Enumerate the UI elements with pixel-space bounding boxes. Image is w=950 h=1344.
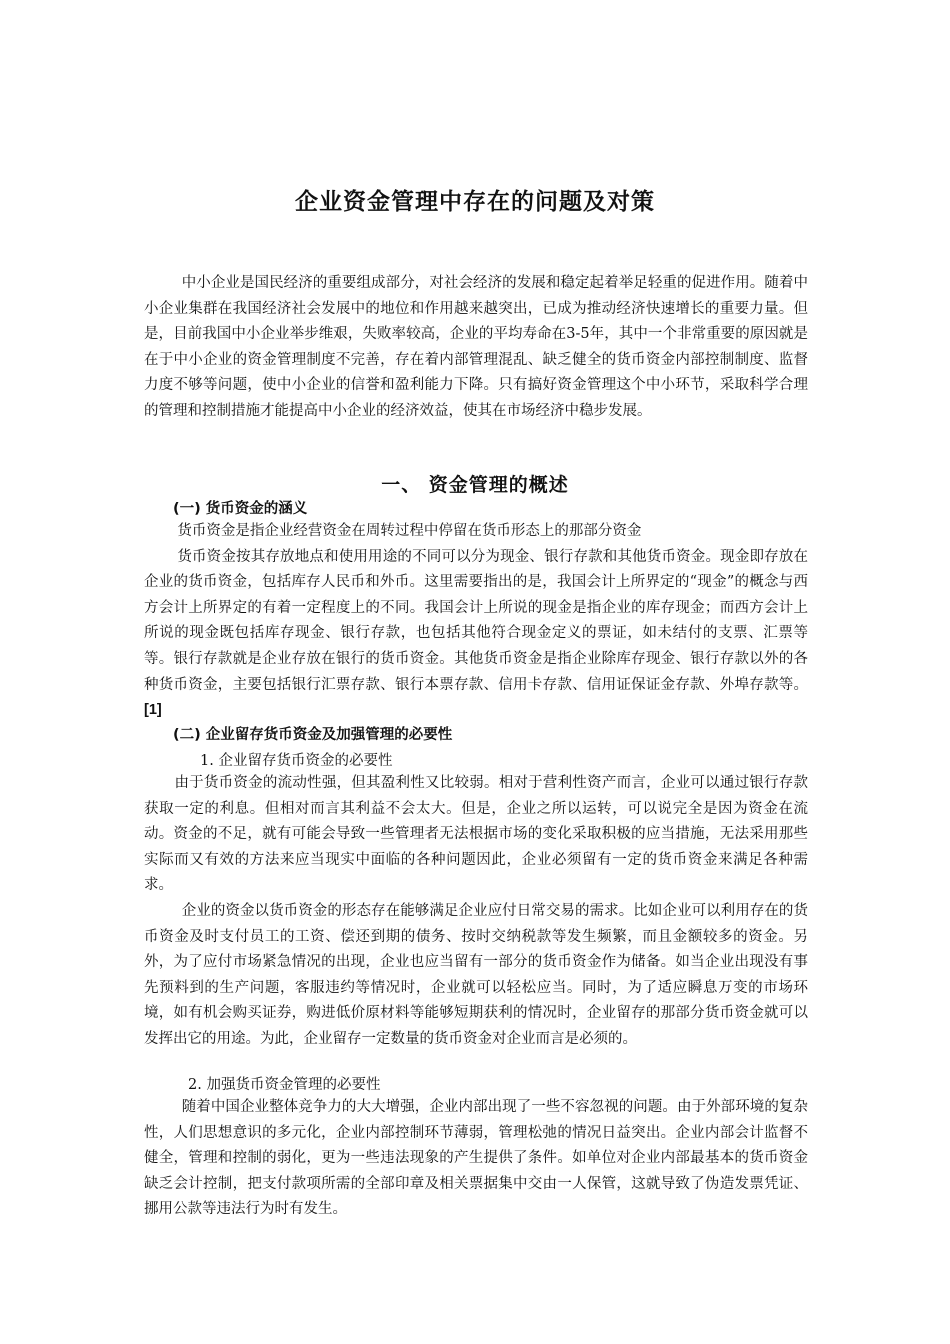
subsection-1-heading: (一) 货币资金的涵义 xyxy=(173,501,308,517)
item-1-paragraph-2: 企业的资金以货币资金的形态存在能够满足企业应付日常交易的需求。比如企业可以利用存在的货币资金及时支付员工的工资、偿还到期的债务、按时交纳税款等发生频繁，而且金额较多的资金。另外，为了应付市场紧急情况的出现，企业也应当留有一部分的货币资金作为储备。如当企业出现没有事先预料到的生产问题，客服违约等情况时，企业就可以轻松应当。同时，为了适应瞬息万变的市场环境，如有机会购买证券，购进低价原材料等能够短期获利的情况时，企业留存的那部分货币资金就可以发挥出它的用途。为此，企业留存一定数量的货币资金对企业而言是必须的。 xyxy=(144,902,808,1047)
item-1-body xyxy=(144,771,808,1053)
definition-paragraph: 货币资金是指企业经营资金在周转过程中停留在货币形态上的那部分资金 xyxy=(177,523,642,539)
classification-text: 货币资金按其存放地点和使用用途的不同可以分为现金、银行存款和其他货币资金。现金即存放在企业的货币资金，包括库存人民币和外币。这里需要指出的是，我国会计上所界定的“现金”的概念与西方会计上所界定的有着一定程度上的不同。我国会计上所说的现金是指企业的库存现金；而西方会计上所说的现金既包括库存现金、银行存款，也包括其他符合现金定义的票证，如未结付的支票、汇票等等。银行存款就是企业存放在银行的货币资金。其他货币资金是指企业除库存现金、银行存款以外的各种货币资金，主要包括银行汇票存款、银行本票存款、信用卡存款、信用证保证金存款、外埠存款等。 xyxy=(144,548,808,693)
section-1-heading: 一、 资金管理的概述 xyxy=(381,474,569,496)
subsection-2-heading: (二) 企业留存货币资金及加强管理的必要性 xyxy=(173,727,453,743)
classification-paragraph xyxy=(144,545,808,724)
item-2-body xyxy=(144,1095,808,1223)
item-1-paragraph-1: 由于货币资金的流动性强，但其盈利性又比较弱。相对于营利性资产而言，企业可以通过银行存款获取一定的利息。但相对而言其利益不会太大。但是，企业之所以运转，可以说完全是因为资金在流动。资金的不足，就有可能会导致一些管理者无法根据市场的变化采取积极的应当措施，无法采用那些实际而又有效的方法来应当现实中面临的各种问题因此，企业必须留有一定的货币资金来满足各种需求。 xyxy=(144,775,808,894)
citation-marker: [1] xyxy=(144,702,162,719)
item-2-heading: 2. 加强货币资金管理的必要性 xyxy=(188,1077,381,1093)
document-title: 企业资金管理中存在的问题及对策 xyxy=(295,188,655,215)
intro-paragraph: 中小企业是国民经济的重要组成部分，对社会经济的发展和稳定起着举足轻重的促进作用。随着中小企业集群在我国经济社会发展中的地位和作用越来越突出，已成为推动经济快速增长的重要力量。但是，目前我国中小企业举步维艰，失败率较高，企业的平均寿命在3-5年，其中一个非常重要的原因就是在于中小企业的资金管理制度不完善，存在着内部管理混乱、缺乏健全的货币资金内部控制制度、监督力度不够等问题，使中小企业的信誉和盈利能力下降。只有搞好资金管理这个中小环节，采取科学合理的管理和控制措施才能提高中小企业的经济效益，使其在市场经济中稳步发展。 xyxy=(144,275,808,419)
subsection-1-body xyxy=(144,519,808,724)
item-1-heading: 1. 企业留存货币资金的必要性 xyxy=(200,753,393,769)
intro-paragraph-block xyxy=(144,271,808,425)
item-2-paragraph-1: 随着中国企业整体竞争力的大大增强，企业内部出现了一些不容忽视的问题。由于外部环境的复杂性，人们思想意识的多元化，企业内部控制环节薄弱，管理松弛的情况日益突出。企业内部会计监督不健全，管理和控制的弱化，更为一些违法现象的产生提供了条件。如单位对企业内部最基本的货币资金缺乏会计控制，把支付款项所需的全部印章及相关票据集中交由一人保管，这就导致了伪造发票凭证、挪用公款等违法行为时有发生。 xyxy=(144,1099,808,1218)
